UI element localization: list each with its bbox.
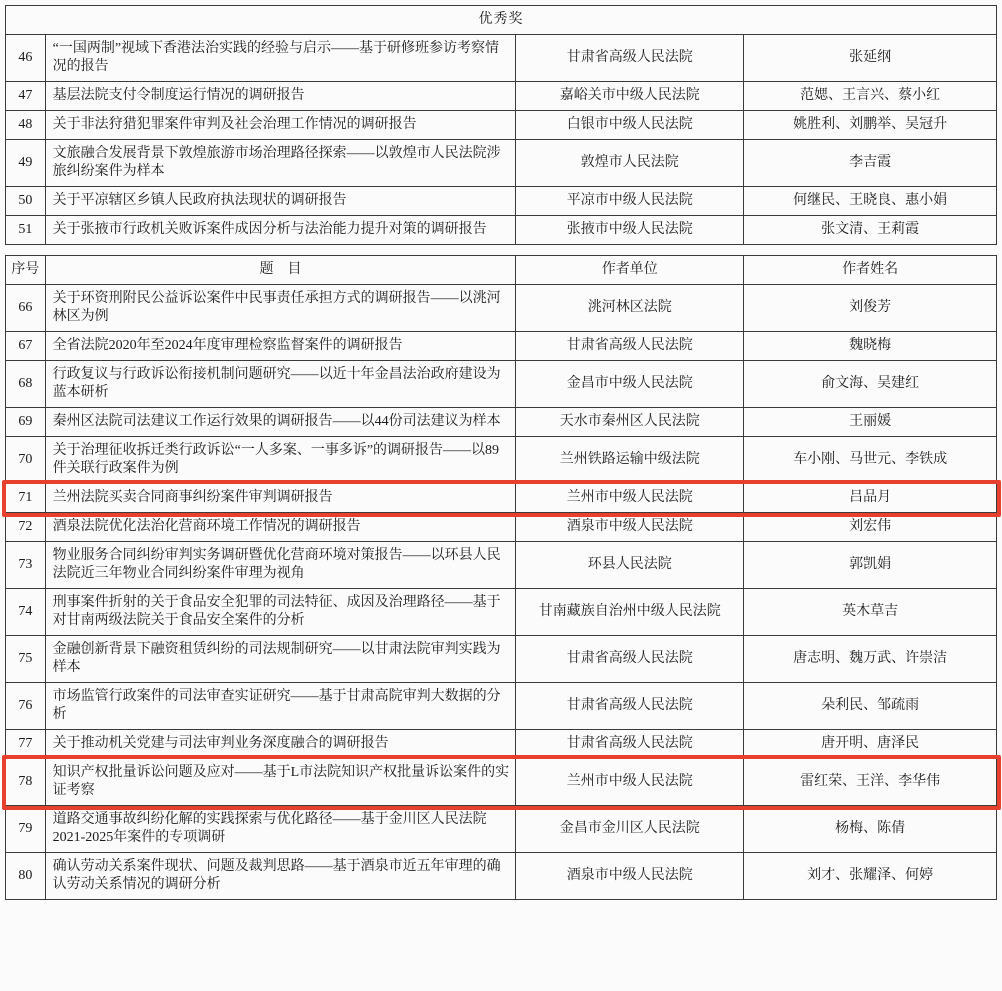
authors-cell: 刘俊芳: [744, 285, 997, 332]
authors-cell: 英木草吉: [744, 589, 997, 636]
unit-cell: 平凉市中级人民法院: [516, 187, 744, 216]
table-row: [6, 35, 997, 82]
unit-cell: 甘肃省高级人民法院: [516, 332, 744, 361]
authors-cell: 杨梅、陈倩: [744, 806, 997, 853]
column-header-title: 题 目: [45, 256, 516, 285]
unit-cell: 白银市中级人民法院: [516, 111, 744, 140]
main-table-body: [6, 285, 997, 900]
award-table-body: [6, 35, 997, 245]
column-header-authors: 作者姓名: [744, 256, 997, 285]
row-number-cell: 77: [6, 730, 46, 759]
table-row: [6, 332, 997, 361]
table-row: [6, 408, 997, 437]
title-cell: 关于非法狩猎犯罪案件审判及社会治理工作情况的调研报告: [45, 111, 516, 140]
award-section-table: [5, 5, 997, 245]
unit-cell: 洮河林区法院: [516, 285, 744, 332]
table-row: [6, 636, 997, 683]
authors-cell: 雷红荣、王洋、李华伟: [744, 759, 997, 806]
table-row: [6, 82, 997, 111]
table-row: [6, 542, 997, 589]
table-row: [6, 730, 997, 759]
table-row: [6, 111, 997, 140]
table-row: [6, 187, 997, 216]
title-cell: 关于推动机关党建与司法审判业务深度融合的调研报告: [45, 730, 516, 759]
row-number-cell: 67: [6, 332, 46, 361]
table-gap: [5, 245, 997, 255]
authors-cell: 车小刚、马世元、李铁成: [744, 437, 997, 484]
column-header-unit: 作者单位: [516, 256, 744, 285]
unit-cell: 甘肃省高级人民法院: [516, 730, 744, 759]
table-row: [6, 361, 997, 408]
title-cell: 物业服务合同纠纷审判实务调研暨优化营商环境对策报告——以环县人民法院近三年物业合同纠纷案件审理为视角: [45, 542, 516, 589]
row-number-cell: 66: [6, 285, 46, 332]
title-cell: 兰州法院买卖合同商事纠纷案件审判调研报告: [45, 484, 516, 513]
row-number-cell: 69: [6, 408, 46, 437]
table-row: [6, 513, 997, 542]
table-row: [6, 589, 997, 636]
row-number-cell: 51: [6, 216, 46, 245]
title-cell: 市场监管行政案件的司法审查实证研究——基于甘肃高院审判大数据的分析: [45, 683, 516, 730]
title-cell: 关于张掖市行政机关败诉案件成因分析与法治能力提升对策的调研报告: [45, 216, 516, 245]
unit-cell: 酒泉市中级人民法院: [516, 513, 744, 542]
unit-cell: 甘肃省高级人民法院: [516, 683, 744, 730]
row-number-cell: 80: [6, 853, 46, 900]
row-number-cell: 74: [6, 589, 46, 636]
unit-cell: 张掖市中级人民法院: [516, 216, 744, 245]
title-cell: 道路交通事故纠纷化解的实践探索与优化路径——基于金川区人民法院2021-2025年案件的专项调研: [45, 806, 516, 853]
row-number-cell: 73: [6, 542, 46, 589]
unit-cell: 天水市秦州区人民法院: [516, 408, 744, 437]
column-header-row: [6, 256, 997, 285]
authors-cell: 范媤、王言兴、蔡小红: [744, 82, 997, 111]
row-number-cell: 79: [6, 806, 46, 853]
unit-cell: 金昌市中级人民法院: [516, 361, 744, 408]
section-header-row: [6, 6, 997, 35]
row-number-cell: 68: [6, 361, 46, 408]
row-number-cell: 70: [6, 437, 46, 484]
section-title: 优秀奖: [6, 6, 997, 35]
row-number-cell: 49: [6, 140, 46, 187]
unit-cell: 甘南藏族自治州中级人民法院: [516, 589, 744, 636]
title-cell: 刑事案件折射的关于食品安全犯罪的司法特征、成因及治理路径——基于对甘南两级法院关于食品安全案件的分析: [45, 589, 516, 636]
row-number-cell: 46: [6, 35, 46, 82]
title-cell: 基层法院支付令制度运行情况的调研报告: [45, 82, 516, 111]
title-cell: 金融创新背景下融资租赁纠纷的司法规制研究——以甘肃法院审判实践为样本: [45, 636, 516, 683]
title-cell: 关于治理征收拆迁类行政诉讼“一人多案、一事多诉”的调研报告——以89件关联行政案件为例: [45, 437, 516, 484]
table-row: [6, 437, 997, 484]
authors-cell: 俞文海、吴建红: [744, 361, 997, 408]
table-row: [6, 759, 997, 806]
authors-cell: 姚胜利、刘鹏举、吴冠升: [744, 111, 997, 140]
unit-cell: 兰州市中级人民法院: [516, 759, 744, 806]
title-cell: 秦州区法院司法建议工作运行效果的调研报告——以44份司法建议为样本: [45, 408, 516, 437]
row-number-cell: 76: [6, 683, 46, 730]
authors-cell: 刘才、张耀泽、何婷: [744, 853, 997, 900]
row-number-cell: 48: [6, 111, 46, 140]
authors-cell: 唐开明、唐泽民: [744, 730, 997, 759]
row-number-cell: 47: [6, 82, 46, 111]
row-number-cell: 78: [6, 759, 46, 806]
column-header-no: 序号: [6, 256, 46, 285]
unit-cell: 金昌市金川区人民法院: [516, 806, 744, 853]
title-cell: 确认劳动关系案件现状、问题及裁判思路——基于酒泉市近五年审理的确认劳动关系情况的调研分析: [45, 853, 516, 900]
authors-cell: 张延纲: [744, 35, 997, 82]
row-number-cell: 72: [6, 513, 46, 542]
authors-cell: 张文清、王莉霞: [744, 216, 997, 245]
table-row: [6, 853, 997, 900]
title-cell: “一国两制”视域下香港法治实践的经验与启示——基于研修班参访考察情况的报告: [45, 35, 516, 82]
title-cell: 酒泉法院优化法治化营商环境工作情况的调研报告: [45, 513, 516, 542]
title-cell: 关于平凉辖区乡镇人民政府执法现状的调研报告: [45, 187, 516, 216]
authors-cell: 魏晓梅: [744, 332, 997, 361]
unit-cell: 兰州铁路运输中级法院: [516, 437, 744, 484]
table-row: [6, 484, 997, 513]
title-cell: 关于环资刑附民公益诉讼案件中民事责任承担方式的调研报告——以洮河林区为例: [45, 285, 516, 332]
row-number-cell: 71: [6, 484, 46, 513]
unit-cell: 酒泉市中级人民法院: [516, 853, 744, 900]
authors-cell: 何继民、王晓良、惠小娟: [744, 187, 997, 216]
title-cell: 知识产权批量诉讼问题及应对——基于L市法院知识产权批量诉讼案件的实证考察: [45, 759, 516, 806]
unit-cell: 兰州市中级人民法院: [516, 484, 744, 513]
authors-cell: 刘宏伟: [744, 513, 997, 542]
table-row: [6, 683, 997, 730]
unit-cell: 敦煌市人民法院: [516, 140, 744, 187]
row-number-cell: 50: [6, 187, 46, 216]
table-row: [6, 806, 997, 853]
authors-cell: 王丽媛: [744, 408, 997, 437]
authors-cell: 李吉霞: [744, 140, 997, 187]
title-cell: 全省法院2020年至2024年度审理检察监督案件的调研报告: [45, 332, 516, 361]
authors-cell: 朵利民、邹疏雨: [744, 683, 997, 730]
unit-cell: 甘肃省高级人民法院: [516, 35, 744, 82]
table-row: [6, 140, 997, 187]
unit-cell: 嘉峪关市中级人民法院: [516, 82, 744, 111]
unit-cell: 甘肃省高级人民法院: [516, 636, 744, 683]
authors-cell: 吕品月: [744, 484, 997, 513]
title-cell: 行政复议与行政诉讼衔接机制问题研究——以近十年金昌法治政府建设为蓝本研析: [45, 361, 516, 408]
authors-cell: 郭凯娟: [744, 542, 997, 589]
row-number-cell: 75: [6, 636, 46, 683]
authors-cell: 唐志明、魏万武、许崇洁: [744, 636, 997, 683]
title-cell: 文旅融合发展背景下敦煌旅游市场治理路径探索——以敦煌市人民法院涉旅纠纷案件为样本: [45, 140, 516, 187]
table-row: [6, 285, 997, 332]
table-row: [6, 216, 997, 245]
unit-cell: 环县人民法院: [516, 542, 744, 589]
main-list-table: [5, 255, 997, 900]
